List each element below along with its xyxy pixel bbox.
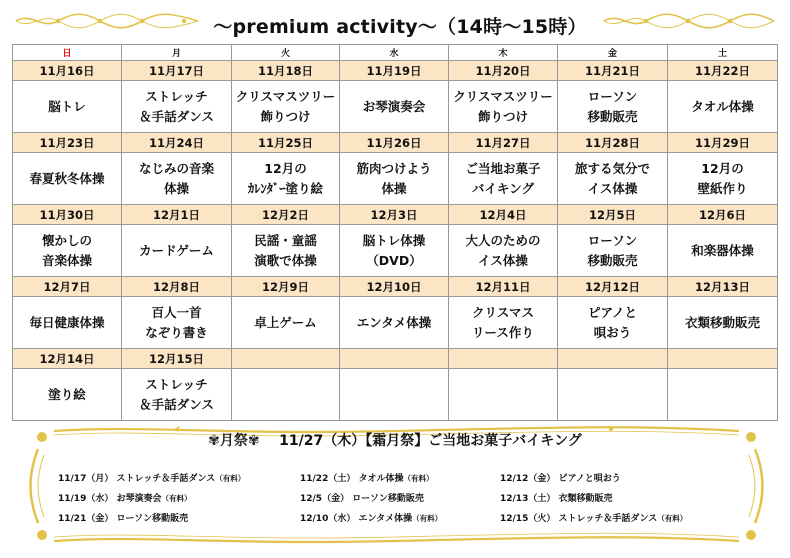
event-name: お琴演奏会 [116, 494, 162, 504]
date-cell: 11月17日 [122, 61, 232, 81]
activity-cell [13, 369, 122, 421]
date-cell: 12月3日 [340, 205, 449, 225]
gold-ornament-left [12, 12, 202, 30]
event-paid-note: （有料） [161, 494, 192, 503]
date-cell: 11月29日 [668, 133, 778, 153]
activity-cell [668, 225, 778, 277]
activity-cell [340, 225, 449, 277]
activity-cell [122, 225, 232, 277]
activity-line-2: 唄おう [593, 324, 632, 340]
activity-cell [340, 153, 449, 205]
activity-cell [558, 153, 668, 205]
activity-cell [558, 81, 668, 133]
activity-cell [449, 153, 558, 205]
festival-heading [130, 430, 660, 450]
activity-cell [232, 297, 340, 349]
event-name: ローソン移動販売 [352, 494, 424, 504]
activity-line-2: 体操 [163, 180, 189, 196]
activity-cell [340, 369, 449, 421]
activity-cell [668, 153, 778, 205]
date-row [13, 349, 778, 369]
activity-line-2: バイキング [471, 180, 535, 196]
activity-cell [232, 153, 340, 205]
date-cell: 12月12日 [558, 277, 668, 297]
date-cell [668, 349, 778, 369]
activity-line-2: 音楽体操 [41, 252, 92, 268]
activity-line-2: イス体操 [478, 252, 528, 268]
activity-line-1: 春夏秋冬体操 [29, 170, 105, 186]
festival-marker: ✾月祭✾ [208, 433, 260, 449]
date-row [13, 205, 778, 225]
activity-cell [558, 225, 668, 277]
page-title: ～premium activity～（14時～15時） [213, 16, 587, 38]
event-item [300, 511, 442, 524]
date-cell: 11月26日 [340, 133, 449, 153]
activity-line-2: リース作り [472, 324, 534, 340]
event-date: 12/10（水） [300, 514, 356, 524]
activity-line-2: 壁紙作り [697, 180, 748, 196]
activity-line-1: なじみの音楽 [138, 161, 214, 177]
date-cell: 12月5日 [558, 205, 668, 225]
date-cell: 12月15日 [122, 349, 232, 369]
event-date: 12/15（火） [500, 514, 556, 524]
event-paid-note: （有料） [215, 474, 246, 483]
activity-line-1: タオル体操 [691, 98, 754, 114]
date-cell: 11月22日 [668, 61, 778, 81]
activity-cell [13, 225, 122, 277]
date-cell: 12月11日 [449, 277, 558, 297]
activity-calendar [12, 44, 778, 421]
activity-line-1: お琴演奏会 [362, 98, 426, 114]
activity-cell [13, 297, 122, 349]
activity-cell [558, 297, 668, 349]
activity-line-2: （DVD） [366, 252, 422, 268]
activity-line-1: ローソン [587, 233, 638, 249]
festival-text: 11/27（木）【霜月祭】ご当地お菓子バイキング [279, 433, 582, 449]
activity-line-1: 脳トレ [48, 98, 86, 114]
activity-cell [13, 81, 122, 133]
activity-line-2: 移動販売 [587, 252, 638, 268]
date-cell: 12月13日 [668, 277, 778, 297]
event-name: エンタメ体操 [358, 514, 413, 524]
activity-line-2: 体操 [381, 180, 407, 196]
weekday-wednesday: 水 [340, 45, 449, 61]
date-row [13, 61, 778, 81]
event-name: タオル体操 [358, 474, 404, 484]
activity-line-1: クリスマス [471, 305, 534, 321]
event-item [58, 511, 188, 524]
event-name: ストレッチ＆手話ダンス [558, 514, 658, 524]
date-cell: 12月14日 [13, 349, 122, 369]
date-cell: 11月16日 [13, 61, 122, 81]
activity-cell [232, 225, 340, 277]
event-date: 11/17（月） [58, 474, 114, 484]
activity-line-1: ローソン [587, 89, 638, 105]
weekday-friday: 金 [558, 45, 668, 61]
date-cell: 12月6日 [668, 205, 778, 225]
date-row [13, 277, 778, 297]
activity-cell [122, 81, 232, 133]
weekday-monday: 月 [122, 45, 232, 61]
activity-line-1: 民謡・童謡 [254, 233, 317, 249]
activity-cell [122, 153, 232, 205]
activity-line-2: ｶﾚﾝﾀﾞｰ塗り絵 [247, 180, 323, 196]
date-cell: 11月30日 [13, 205, 122, 225]
date-cell [232, 349, 340, 369]
weekday-saturday: 土 [668, 45, 778, 61]
event-item [58, 491, 192, 504]
date-cell: 11月20日 [449, 61, 558, 81]
activity-line-1: 脳トレ体操 [362, 233, 426, 249]
event-date: 11/19（水） [58, 494, 114, 504]
date-cell: 11月19日 [340, 61, 449, 81]
date-cell: 11月27日 [449, 133, 558, 153]
gold-ornament-right [600, 12, 778, 30]
event-name: ストレッチ＆手話ダンス [116, 474, 216, 484]
event-date: 12/12（金） [500, 474, 556, 484]
date-cell [558, 349, 668, 369]
activity-line-1: 旅する気分で [574, 161, 650, 177]
activity-line-2: 飾りつけ [260, 108, 311, 124]
activity-cell [668, 369, 778, 421]
activity-row [13, 81, 778, 133]
activity-line-1: 百人一首 [151, 305, 202, 321]
event-item [300, 471, 434, 484]
activity-row [13, 297, 778, 349]
weekday-tuesday: 火 [232, 45, 340, 61]
event-item [58, 471, 245, 484]
activity-line-1: ストレッチ [145, 377, 208, 393]
weekday-thursday: 木 [449, 45, 558, 61]
activity-row [13, 153, 778, 205]
event-item [500, 491, 613, 504]
activity-cell [232, 369, 340, 421]
date-cell: 12月9日 [232, 277, 340, 297]
date-cell: 12月10日 [340, 277, 449, 297]
activity-cell [449, 225, 558, 277]
event-name: ローソン移動販売 [116, 514, 189, 524]
activity-cell [449, 369, 558, 421]
activity-cell [232, 81, 340, 133]
date-cell: 11月21日 [558, 61, 668, 81]
activity-line-1: 12月の [264, 161, 307, 177]
activity-row [13, 369, 778, 421]
event-date: 11/21（金） [58, 514, 114, 524]
activity-line-1: ご当地お菓子 [465, 161, 541, 177]
activity-line-1: エンタメ体操 [356, 314, 432, 330]
event-paid-note: （有料） [657, 514, 688, 523]
event-paid-note: （有料） [412, 514, 443, 523]
event-date: 12/13（土） [500, 494, 556, 504]
weekday-sunday: 日 [13, 45, 122, 61]
date-row [13, 133, 778, 153]
activity-cell [122, 297, 232, 349]
activity-line-1: クリスマスツリー [453, 89, 553, 105]
activity-line-1: ピアノと [587, 305, 637, 321]
event-date: 11/22（土） [300, 474, 356, 484]
date-cell: 12月1日 [122, 205, 232, 225]
activity-cell [668, 81, 778, 133]
activity-line-1: クリスマスツリー [235, 89, 336, 105]
date-cell: 11月18日 [232, 61, 340, 81]
activity-line-2: ＆手話ダンス [139, 396, 214, 412]
activity-line-1: 大人のための [465, 233, 541, 249]
activity-line-1: 和楽器体操 [691, 242, 754, 258]
date-cell: 11月25日 [232, 133, 340, 153]
activity-cell [122, 369, 232, 421]
activity-cell [340, 81, 449, 133]
activity-line-1: 筋肉つけよう [356, 161, 432, 177]
date-cell [340, 349, 449, 369]
event-item [500, 471, 621, 484]
activity-line-1: 卓上ゲーム [254, 314, 317, 330]
event-name: 衣類移動販売 [558, 494, 613, 504]
date-cell: 12月7日 [13, 277, 122, 297]
date-cell: 12月2日 [232, 205, 340, 225]
activity-cell [558, 369, 668, 421]
activity-cell [340, 297, 449, 349]
activity-cell [449, 81, 558, 133]
activity-line-2: 飾りつけ [477, 108, 528, 124]
activity-cell [449, 297, 558, 349]
activity-line-1: 毎日健康体操 [29, 314, 105, 330]
event-name: ピアノと唄おう [558, 474, 621, 484]
date-cell: 11月24日 [122, 133, 232, 153]
activity-cell [668, 297, 778, 349]
date-cell: 11月23日 [13, 133, 122, 153]
activity-line-1: カードゲーム [139, 242, 214, 258]
event-item [500, 511, 687, 524]
activity-line-1: 衣類移動販売 [684, 314, 760, 330]
weekday-header-row [13, 45, 778, 61]
activity-line-1: 塗り絵 [48, 386, 86, 402]
activity-line-2: イス体操 [587, 180, 638, 196]
event-item [300, 491, 424, 504]
activity-line-2: ＆手話ダンス [139, 108, 214, 124]
date-cell: 11月28日 [558, 133, 668, 153]
activity-line-2: 移動販売 [587, 108, 638, 124]
event-date: 12/5（金） [300, 494, 350, 504]
activity-cell [13, 153, 122, 205]
date-cell [449, 349, 558, 369]
date-cell: 12月8日 [122, 277, 232, 297]
activity-line-1: 12月の [701, 161, 744, 177]
activity-row [13, 225, 778, 277]
activity-line-2: なぞり書き [145, 324, 208, 340]
activity-line-1: ストレッチ [145, 89, 208, 105]
activity-line-2: 演歌で体操 [254, 252, 317, 268]
event-paid-note: （有料） [403, 474, 434, 483]
activity-line-1: 懐かしの [41, 233, 92, 249]
date-cell: 12月4日 [449, 205, 558, 225]
